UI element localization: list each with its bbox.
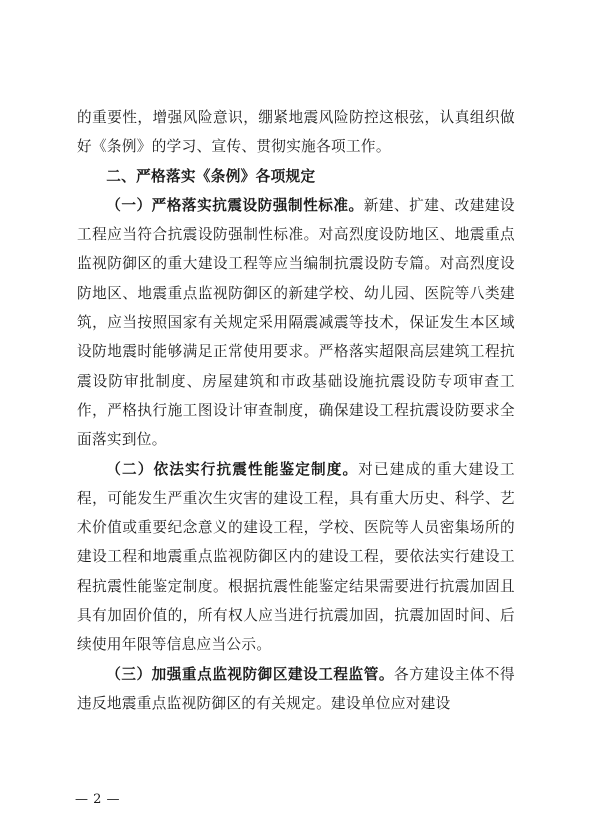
- item-lead-3: （三）加强重点监视防御区建设工程监管。: [106, 665, 395, 683]
- item-body-3: 各方建设主体不得违反地震重点监视防御区的有关规定。建设单位应对建设: [77, 665, 515, 712]
- item-body-2: 对已建成的重大建设工程，可能发生严重次生灾害的建设工程，具有重大历史、科学、艺术价值或重要纪念意义的建设工程，学校、医院等人员密集场所的建设工程和地震重点监视防御区内的建设工程，要依法实行建设工程抗震性能鉴定制度。根据抗震性能鉴定结果需要进行抗震加固且具有加固价值的，所有权人应当进行抗震加固，抗震加固时间、后续使用年限等信息应当公示。: [77, 460, 515, 654]
- item-paragraph-1: [77, 191, 515, 455]
- continued-paragraph: 的重要性，增强风险意识，绷紧地震风险防控这根弦，认真组织做好《条例》的学习、宣传、贯彻实施各项工作。: [77, 109, 515, 156]
- page-number: — 2 —: [75, 792, 121, 807]
- item-body-1: 新建、扩建、改建建设工程应当符合抗震设防强制性标准。对高烈度设防地区、地震重点监视防御区的重大建设工程等应当编制抗震设防专篇。对高烈度设防地区、地震重点监视防御区的新建学校、幼儿园、医院等八类建筑，应当按照国家有关规定采用隔震减震等技术，保证发生本区域设防地震时能够满足正常使用要求。严格落实超限高层建筑工程抗震设防审批制度、房屋建筑和市政基础设施抗震设防专项审查工作，严格执行施工图设计审查制度，确保建设工程抗震设防要求全面落实到位。: [77, 196, 515, 449]
- item-paragraph-3: [77, 660, 515, 719]
- document-body: [77, 103, 515, 718]
- item-lead-2: （二）依法实行抗震性能鉴定制度。: [106, 460, 359, 478]
- item-paragraph-2: [77, 455, 515, 660]
- section-heading: 二、严格落实《条例》各项规定: [106, 167, 316, 185]
- item-lead-1: （一）严格落实抗震设防强制性标准。: [106, 196, 364, 214]
